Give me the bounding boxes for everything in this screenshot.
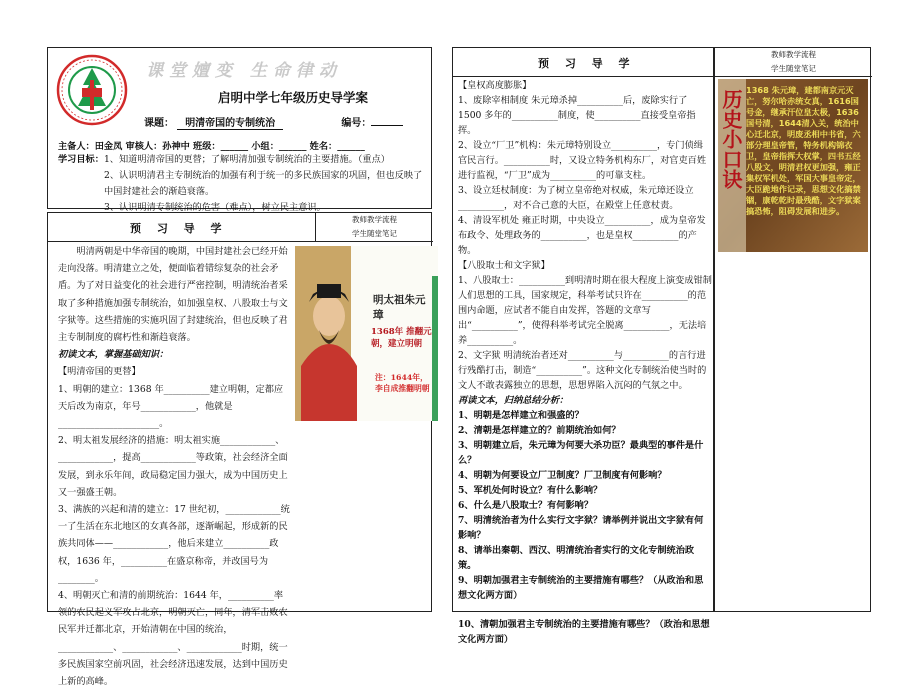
- goal-item: 1、知道明清帝国的更替；了解明清加强专制统治的主要措施。（重点）: [103, 154, 390, 165]
- poster-title: 历史小口诀: [719, 89, 743, 189]
- analysis-question: 9、明朝加强君主专制统治的主要措施有哪些？（从政治和思想文化两方面）: [458, 575, 704, 601]
- left-text: [58, 243, 292, 690]
- topic-row: [144, 114, 403, 129]
- question-item: 4、明朝灭亡和清的前期统治：1644 年，__________率领的农民起义军攻占北京，明朝灭亡，同年，清军击败农民军并迁都北京，开始清朝在中国的统治，____________、____________、____________时期，统一多民族国家空前巩固，社会经济迅速发展，达到中国历史上新的高峰。: [58, 590, 288, 688]
- question-item: 4、清设军机处 雍正时期，中央设立__________，成为皇帝发布政令、处理政务的__________，也是皇权__________的产物。: [458, 215, 706, 256]
- learning-goals: [58, 152, 426, 216]
- analysis-questions: [458, 408, 712, 647]
- middle-study-panel: [452, 47, 714, 645]
- section-title: 预 习 导 学: [130, 222, 228, 235]
- student-notes-label: 学生随堂笔记: [352, 229, 397, 238]
- teacher-flow-label: 教师教学流程: [771, 50, 816, 59]
- intro-paragraph: 明清两朝是中华帝国的晚期，中国封建社会已经开始走向没落。明清建立之处，便面临着错综复杂的社会矛盾。为了对日益变化的社会进行严密控制，明清统治者采取了多种措施加强专制统治，如加强皇权、八股取士与文字狱等。这些措施的实施巩固了封建统治，但也反映了君主专制制度的腐朽性和渐趋衰落。: [58, 246, 288, 344]
- school-logo-icon: [56, 54, 128, 126]
- middle-text: [458, 78, 712, 647]
- section-title: 预 习 导 学: [538, 57, 636, 70]
- analysis-question: 5、军机处何时设立？有什么影响？: [458, 485, 603, 496]
- question-item: 3、设立廷杖制度：为了树立皇帝绝对权威，朱元璋还设立__________，对不合己意的大臣，在殿堂上任意杖责。: [458, 185, 694, 211]
- poster-text: 1368 朱元璋，建都南京元灭亡，努尔哈赤统女真，1616国号金，继承汗位皇太极，1636国号清，1644清入关，统治中心迁北京，明废丞相中书省，六部分理皇帝管，特务机构锦衣卫，皇帝指挥大权掌，四书五经八股文，明清君权更加强，雍正集权军机处，军国大事皇帝定，大臣跪地作记录，思想文化搞禁锢，康乾乾时最残酷，文字狱案搞恐怖，阻碍发展和进步。: [746, 85, 861, 216]
- right-notes-panel: [714, 47, 871, 612]
- school-title: 启明中学七年级历史导学案: [218, 90, 369, 105]
- question-item: 2、文字狱 明清统治者还对__________与__________的言行进行残酷打击，制造“__________”。这种文化专制统治使当时的文人不敢表露独立的思想，思想界陷入沉闷的气氛之中。: [458, 350, 707, 391]
- goal-item: 3、认识明清专制统治的危害（难点），树立民主意识。: [104, 202, 326, 213]
- header-panel: [47, 47, 432, 213]
- analysis-question: 8、请举出秦朝、西汉、明清统治者实行的文化专制统治政策。: [458, 545, 695, 571]
- goals-label: 学习目标：: [58, 154, 104, 165]
- question-item: 1、明朝的建立：1368 年__________建立明朝，定都应天后改为南京，年号____________，他就是______________________。: [58, 383, 284, 430]
- question-item: 3、满族的兴起和清的建立：17 世纪初，____________统一了生活在东北地区的女真各部，逐渐崛起，形成新的民族共同体——____________，他后来建立__________政权，1636 年，__________在盛京称帝，并改国号为________。: [58, 504, 290, 584]
- reread-title: 再读文本，归纳总结分析：: [458, 395, 569, 406]
- notes-title: [316, 213, 433, 241]
- staff-row: 主备人：田金凤 审核人：孙神中 班级：______ 小组：______ 姓名：______: [58, 141, 365, 152]
- motto-text: 课堂嬗变 生命律动: [146, 61, 342, 81]
- question-item: 1、废除宰相制度 朱元璋杀掉__________后，废除实行了 1500 多年的__________制度，使__________直接受皇帝指挥。: [458, 95, 696, 136]
- teacher-flow-label: 教师教学流程: [352, 215, 397, 224]
- subheading: 【皇权高度膨胀】: [458, 80, 532, 91]
- question-item: 2、设立“厂卫”机构：朱元璋特别设立__________，专门侦缉官民言行。__________时，又设立特务机构东厂，对官吏百姓进行监视，“厂卫”成为__________的可靠支柱。: [458, 140, 707, 181]
- question-item: 2、明太祖发展经济的措施：明太祖实施____________、____________，提高____________等政策，社会经济全面发展，到永乐年间，政局稳定国力强大，成为中国历史上又一强盛王朝。: [58, 435, 288, 498]
- topic-title: 明清帝国的专制统治: [177, 118, 283, 130]
- analysis-question: 6、什么是八股取士？有何影响？: [458, 500, 594, 511]
- analysis-question: 3、明朝建立后，朱元璋为何要大杀功臣？最典型的事件是什么？: [458, 440, 704, 466]
- analysis-question: 1、明朝是怎样建立和强盛的？: [458, 410, 584, 421]
- subheading: 【明清帝国的更替】: [58, 366, 141, 378]
- portrait-note: 注：1644年，李自成推翻明朝: [375, 373, 430, 393]
- divider: [48, 241, 433, 242]
- number-blank: [371, 114, 403, 126]
- read-title: 初读文本，掌握基础知识：: [58, 349, 169, 361]
- zhu-yuanzhang-portrait: [295, 246, 438, 421]
- divider: [453, 76, 715, 77]
- portrait-caption: 1368年 推翻元朝，建立明朝: [371, 327, 432, 349]
- left-study-panel: [47, 212, 432, 688]
- question-item: 1、八股取士：__________到明清时期在很大程度上演变成钳制人们思想的工具，国家规定，科举考试只许在__________的范围内命题，应试者不能自由发挥，答题的文章写出“__________”，使得科举考试完全脱离__________，无法培养__________。: [458, 275, 712, 346]
- notes-title: [715, 48, 872, 76]
- analysis-question: 2、清朝是怎样建立的？前期统治如何？: [458, 425, 621, 436]
- history-mnemonic-poster: [718, 79, 868, 252]
- topic-label: 课题：: [144, 118, 174, 129]
- goal-item: 2、认识明清君主专制统治的加强有利于统一的多民族国家的巩固，但也反映了中国封建社会的渐趋衰落。: [104, 170, 423, 197]
- subheading: 【八股取士和文字狱】: [458, 260, 550, 271]
- portrait-title: 明太祖朱元璋: [373, 294, 426, 321]
- analysis-question: 4、明朝为何要设立厂卫制度？厂卫制度有何影响？: [458, 470, 667, 481]
- analysis-question: 7、明清统治者为什么实行文字狱？请举例并说出文字狱有何影响？: [458, 515, 704, 541]
- analysis-question: 10、清朝加强君主专制统治的主要措施有哪些？（政治和思想文化两方面）: [458, 619, 710, 645]
- number-label: 编号：: [341, 118, 372, 129]
- student-notes-label: 学生随堂笔记: [771, 64, 816, 73]
- divider: [715, 76, 872, 77]
